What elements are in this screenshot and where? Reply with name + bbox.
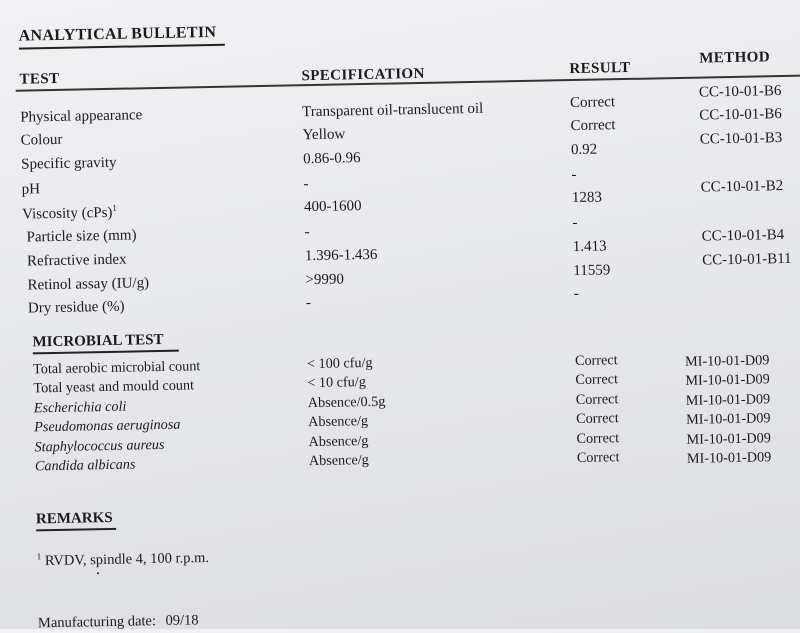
table-row-test: [27, 275, 149, 294]
footnote-ref: 1: [112, 202, 117, 213]
row-result: Correct: [570, 117, 616, 135]
footnote-text: RVDV, spindle 4, 100 r.p.m.: [44, 549, 210, 570]
row-method: CC-10-01-B3: [699, 130, 783, 148]
header-result: RESULT: [569, 59, 631, 78]
row-test-label: Dry residue (%): [27, 298, 125, 317]
microbial-row-method: MI-10-01-D09: [686, 410, 771, 428]
row-result: 11559: [573, 262, 611, 280]
microbial-row-result: Correct: [575, 391, 619, 409]
row-method: CC-10-01-B4: [701, 226, 785, 245]
row-method: CC-10-01-B6: [698, 83, 782, 101]
row-specification: -: [304, 224, 310, 241]
microbial-row-test: Staphylococcus aureus: [34, 436, 165, 456]
row-specification: -: [305, 295, 312, 312]
row-test-label: Colour: [20, 131, 63, 149]
header-test: TEST: [19, 70, 60, 88]
manufacturing-label: Manufacturing date:: [37, 613, 157, 632]
row-test-label: Particle size (mm): [26, 227, 137, 246]
microbial-row-method: MI-10-01-D09: [685, 371, 770, 389]
row-test-label: Viscosity (cPs): [21, 204, 113, 223]
microbial-row-specification: < 100 cfu/g: [306, 354, 373, 373]
row-test-label: pH: [21, 181, 41, 198]
footnote-mark: 1: [36, 551, 42, 562]
row-method: CC-10-01-B2: [700, 178, 784, 196]
table-row-test: [21, 155, 117, 174]
row-result: -: [571, 166, 577, 184]
row-result: 1283: [571, 189, 603, 207]
row-test-label: Physical appearance: [20, 107, 143, 126]
table-row-test: [26, 227, 136, 246]
table-row-test: [21, 132, 63, 150]
row-specification: Transparent oil-translucent oil: [302, 100, 484, 121]
table-row-test: [28, 299, 125, 318]
microbial-row-specification: < 10 cfu/g: [307, 374, 366, 392]
microbial-row-result: Correct: [576, 430, 620, 448]
table-row-test: [27, 252, 127, 271]
row-specification: -: [303, 176, 309, 193]
row-result: 0.92: [570, 141, 598, 159]
footnote: [37, 548, 210, 570]
row-method: CC-10-01-B6: [699, 106, 782, 124]
microbial-row-specification: Absence/g: [308, 433, 369, 451]
microbial-row-result: Correct: [574, 352, 618, 370]
remarks-underline: [36, 528, 116, 532]
microbial-row-method: MI-10-01-D09: [686, 430, 772, 448]
bulletin-title: ANALYTICAL BULLETIN: [18, 23, 217, 45]
row-specification: Yellow: [302, 126, 346, 144]
remarks-title: REMARKS: [35, 509, 113, 528]
microbial-row-result: Correct: [576, 449, 620, 467]
microbial-row-specification: Absence/0.5g: [307, 393, 386, 412]
row-test-label: Specific gravity: [21, 154, 117, 173]
microbial-row-result: Correct: [575, 371, 619, 389]
ink-dot: [97, 572, 99, 574]
microbial-row-method: MI-10-01-D09: [686, 449, 772, 467]
microbial-row-specification: Absence/g: [308, 452, 369, 470]
header-specification: SPECIFICATION: [301, 65, 425, 85]
table-row-test: [21, 181, 40, 198]
table-row-test: [22, 203, 117, 224]
row-specification: 0.86-0.96: [302, 150, 361, 168]
row-result: Correct: [569, 94, 616, 112]
microbial-title: MICROBIAL TEST: [32, 331, 164, 351]
microbial-row-method: MI-10-01-D09: [684, 352, 770, 370]
manufacturing-date: [38, 612, 199, 632]
microbial-row-test: Total yeast and mould count: [33, 377, 195, 397]
microbial-row-result: Correct: [575, 410, 619, 428]
microbial-row-test: Pseudomonas aeruginosa: [34, 416, 181, 436]
microbial-row-method: MI-10-01-D09: [685, 391, 771, 409]
manufacturing-value: 09/18: [165, 612, 199, 629]
row-result: -: [573, 285, 579, 303]
row-specification: 400-1600: [303, 198, 362, 216]
row-result: -: [572, 214, 578, 232]
table-row-test: [20, 107, 142, 126]
row-test-label: Retinol assay (IU/g): [27, 275, 150, 294]
row-specification: 1.396-1.436: [304, 246, 378, 265]
row-result: 1.413: [572, 238, 607, 256]
row-test-label: Refractive index: [26, 251, 127, 270]
microbial-row-specification: Absence/g: [308, 413, 369, 431]
header-method: METHOD: [699, 49, 771, 67]
microbial-row-test: Escherichia coli: [33, 398, 127, 417]
microbial-row-test: Candida albicans: [34, 456, 136, 475]
row-method: CC-10-01-B11: [701, 250, 792, 269]
microbial-row-test: Total aerobic microbial count: [32, 358, 201, 378]
row-specification: >9990: [305, 271, 345, 289]
